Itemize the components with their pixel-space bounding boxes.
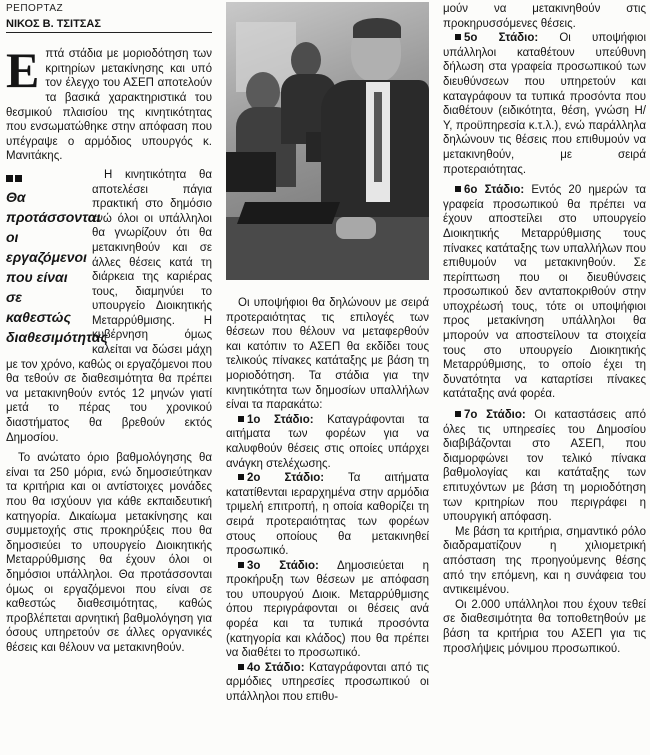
stage-7: 7ο Στάδιο: Οι καταστάσεις από όλες τις υπηρεσίες του Δημοσίου διαβιβάζονται στο ΑΣΕΠ, που διαμορφώνει τον τελικό πίνακα βαθμολογίας και κατάταξης των επιτυχόντων με βάση τη μοριοδότηση των κριτηρίων που περιγράφει η υπουργική απόφαση. <box>443 409 646 524</box>
pull-quote <box>6 172 108 347</box>
square-bullet-icon <box>455 186 461 192</box>
square-bullet-icon <box>455 34 461 40</box>
square-bullet-icon <box>6 175 13 182</box>
body-paragraph: Οι 2.000 υπάλληλοι που έχουν τεθεί σε διαθεσιμότητα θα τοποθετηθούν με βάση τα κριτήρια του ΑΣΕΠ για τις προσλήψεις μόνιμου προσωπικού. <box>443 598 646 655</box>
stage-5: 5ο Στάδιο: Οι υποψήφιοι υπάλληλοι καταθέτουν υπεύθυνη δήλωση στα γραφεία προσωπικού των διευθύνσεων που υπηρετούν και καταγράφουν τα τυπικά προσόντα που διαθέτουν (ειδικότητα, θέση, γνώση Η/Υ, προϋπηρεσία κ.τ.λ.), ενώ παράλληλα δηλώνουν τις θέσεις που επιθυμούν να μετακινηθούν, με σειρά προτεραιότητας. <box>443 32 646 176</box>
body-paragraph: Η κινητικότητα θα αποτελέσει πάγια πρακτική στο δημόσιο ενώ όλοι οι υπάλληλοι θα γνωρίζουν ότι θα μετακινηθούν και σε άλλες θέσεις κατά τη διάρκεια της καριέρας τους, διαμηνύει το υπουργείο Διοικητικής Μεταρρύθμισης. Η κυβέρνηση όμως καλείται να δώσει μάχη με τον χρόνο, καθώς οι εργαζόμενοι που θα τεθούν σε διαθεσιμότητα θα πρέπει να μετακινηθούν εντός 12 μηνών γιατί μετά το πέρας του χρονικού διαστήματος θα βρεθούν εκτός Δημοσίου. <box>6 168 212 444</box>
stage-1: 1ο Στάδιο: Καταγράφονται τα αιτήματα των φορέων για να καλυφθούν θέσεις στις οποίες υπάρχει ανάγκη στελέχωσης. <box>226 413 429 470</box>
square-bullet-icon <box>455 411 461 417</box>
pull-quote-text: Θα προτάσσονται οι εργαζόμενοι που είναι σε καθεστώς διαθεσιμότητας <box>6 188 108 345</box>
stage-6: 6ο Στάδιο: Εντός 20 ημερών τα γραφεία προσωπικού θα πρέπει να έχουν αποστείλει στο υπουργείο Διοικητικής Μεταρρύθμισης τους πίνακες κατάταξης των υπαλλήλων που επιθυμούν να μετακινηθούν. Σε περίπτωση που οι διευθύνσεις προσωπικού δεν ανταποκριθούν στην υποχρέωσή τους, τότε οι υποψήφιοι προς μετακίνηση υπάλληλοι θα μπορούν να αποστείλουν τα στοιχεία τους στο υπουργείο Διοικητικής Μεταρρύθμισης, το οποίο έχει τη δυνατότητα να καταρτίσει πίνακες κατάταξης ανά φορέα. <box>443 184 646 401</box>
lead-paragraph <box>6 42 212 164</box>
square-bullet-icon <box>238 664 244 670</box>
drop-cap: Ε <box>6 42 40 99</box>
column-3 <box>443 2 646 656</box>
column-2 <box>226 296 429 705</box>
byline: ΝΙΚΟΣ Β. ΤΣΙΤΣΑΣ <box>6 17 212 34</box>
square-bullet-icon <box>238 416 244 422</box>
stage-4: 4ο Στάδιο: Καταγράφονται από τις αρμόδιες υπηρεσίες προσωπικού οι υπάλληλοι που επιθυ- <box>226 661 429 704</box>
body-paragraph: μούν να μετακινηθούν στις προκηρυσσόμενες θέσεις. <box>443 3 646 30</box>
body-paragraph: Το ανώτατο όριο βαθμολόγησης θα είναι τα 250 μόρια, ενώ δημοσιεύτηκαν τα κριτήρια και οι αντίστοιχες μονάδες που θα ισχύουν για κάθε εκπαιδευτική κατηγορία. Δικαίωμα μετακίνησης και συμμετοχής στις προκηρύξεις που θα δημοσιεύει το υπουργείο Διοικητικής Μεταρρύθμισης θα έχουν όλοι οι δημόσιοι υπάλληλοι. Θα προτάσσονται όμως οι εργαζόμενοι που είναι σε καθεστώς διαθεσιμότητας, καθώς προβλέπεται αρνητική βαθμολόγηση για όσους υπηρετούν σε άλλες οργανικές θέσεις και θέλουν να μετακινηθούν. <box>6 452 212 654</box>
square-bullet-icon <box>238 562 244 568</box>
square-bullet-icon <box>15 175 22 182</box>
square-bullet-icon <box>238 474 244 480</box>
office-workers-photo <box>226 2 429 280</box>
body-paragraph: Με βάση τα κριτήρια, σημαντικό ρόλο διαδραματίζουν η χιλιομετρική απόσταση της προηγούμενης θέσης από την επόμενη, και η συνάφεια του αντικειμένου. <box>443 525 646 597</box>
stage-3: 3ο Στάδιο: Δημοσιεύεται η προκήρυξη των θέσεων με απόφαση του υπουργού Διοικ. Μεταρρύθμισης όπου περιγράφονται οι θέσεις ανά φορέα και τα τυπικά προσόντα (κατηγορία και κλάδος) που θα πρέπει να διαθέτει το προσωπικό. <box>226 559 429 660</box>
stage-2: 2ο Στάδιο: Τα αιτήματα κατατίθενται ιεραρχημένα στην αρμόδια τριμελή επιτροπή, η οποία καθορίζει τη σειρά προτεραιότητας των φορέων στους οποίους θα μετακινηθεί προσωπικό. <box>226 472 429 558</box>
column-1 <box>6 0 212 656</box>
section-rubric: ΡΕΠΟΡΤΑΖ <box>6 3 64 14</box>
body-paragraph: Οι υποψήφιοι θα δηλώνουν με σειρά προτεραιότητας τις επιλογές των θέσεων που θέλουν να μεταφερθούν και κατόπιν το ΑΣΕΠ θα εκδίδει τους τελικούς πίνακες κατάταξης με βάση τη μοριοδότηση. Τα στάδια για την κινητικότητα των δημοσίων υπαλλήλων είναι τα παρακάτω: <box>226 297 429 412</box>
lead-text: πτά στάδια με μοριοδότηση των κριτηρίων μετακίνησης και υπό τον έλεγχο του ΑΣΕΠ αποτελούν τα βασικά χαρακτηριστικά του θεσμικού πλαισίου της κινητικότητας που ενσωματώθηκε στην απόφαση που υπέγραψε ο αρμόδιος υπουργός κ. Μανιτάκης. <box>6 48 212 163</box>
